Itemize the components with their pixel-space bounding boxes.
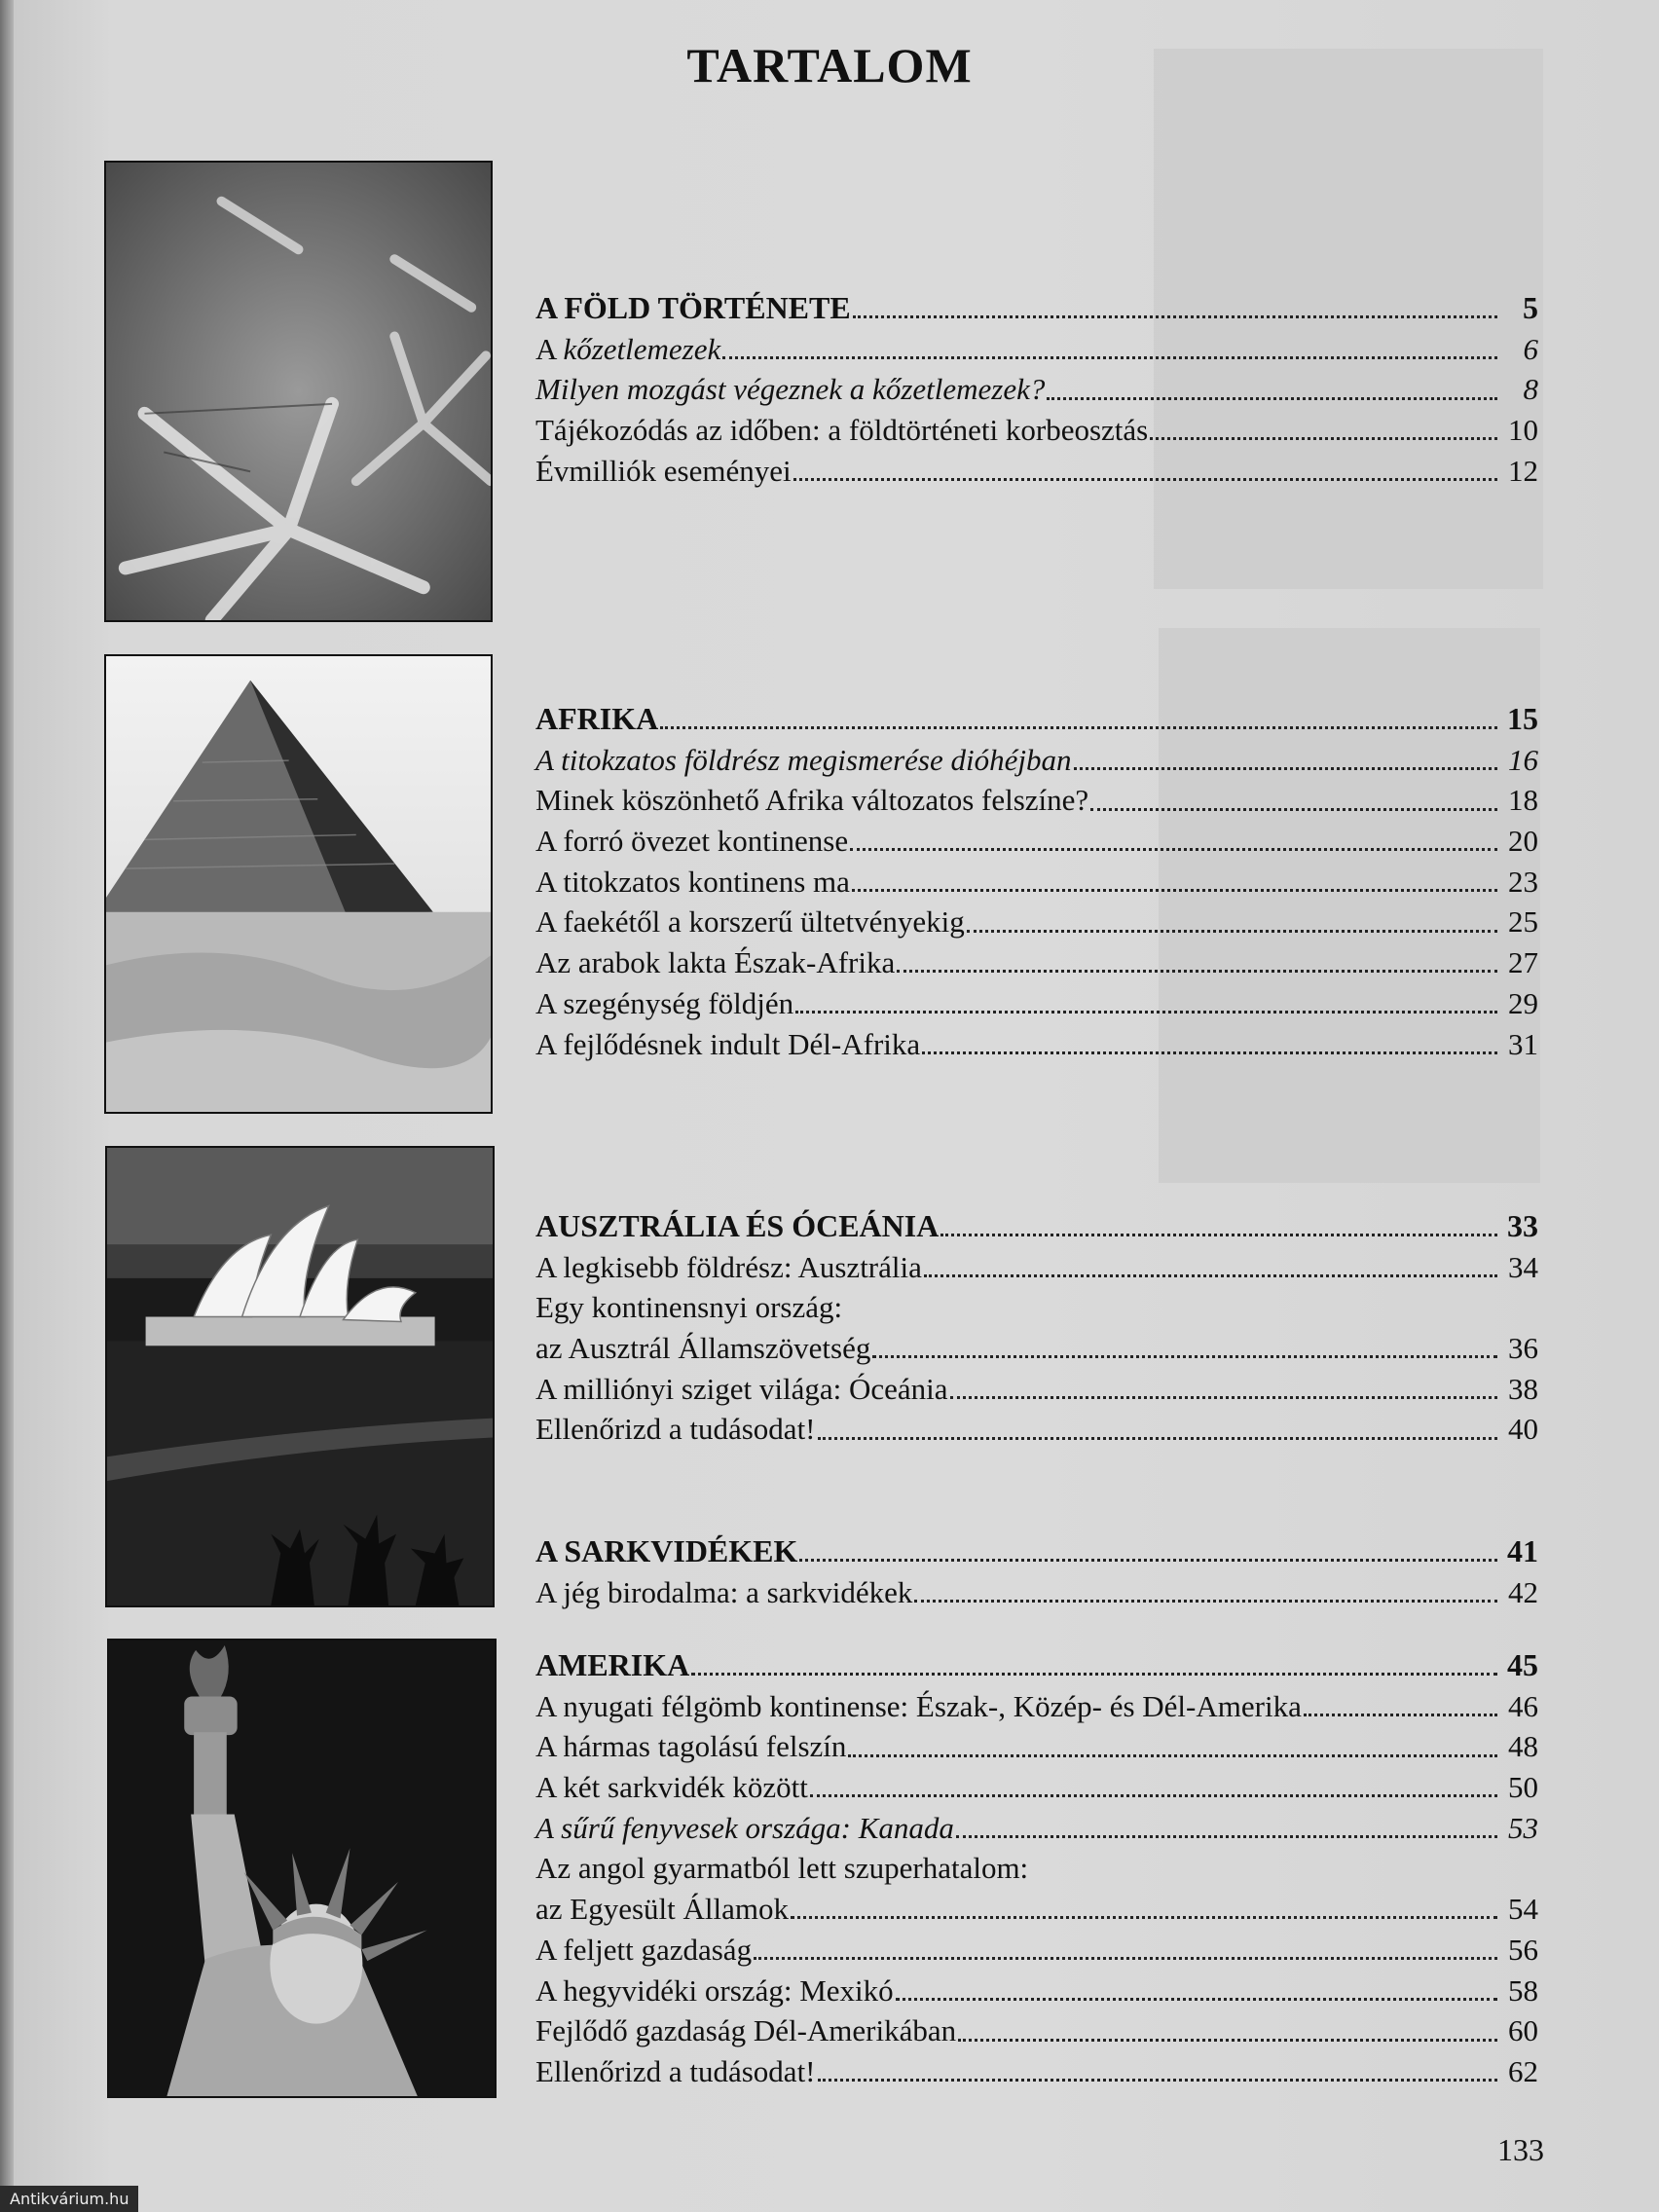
pyramid-photo	[104, 654, 493, 1114]
toc-entry-label: A nyugati félgömb kontinense: Észak-, Közép- és Dél-Amerika	[535, 1688, 1302, 1723]
toc-entry[interactable]	[535, 1971, 1538, 2011]
toc-page-number: 46	[1508, 1688, 1538, 1723]
leader-dots	[852, 889, 1497, 892]
leader-dots	[958, 2039, 1497, 2042]
toc-entry[interactable]	[535, 1287, 1538, 1328]
toc-page-number: 31	[1508, 1026, 1538, 1061]
toc-entry[interactable]	[535, 451, 1538, 492]
leader-dots	[660, 726, 1497, 729]
toc-heading-label: AFRIKA	[535, 701, 659, 736]
sydney-opera-house-photo	[105, 1146, 495, 1607]
toc-entry-label: A legkisebb földrész: Ausztrália	[535, 1249, 922, 1284]
leader-dots	[922, 1051, 1497, 1054]
toc-page-number: 23	[1508, 864, 1538, 899]
toc-entry[interactable]	[535, 780, 1538, 821]
toc-entry-label: A szegénység földjén	[535, 985, 794, 1020]
page-title: TARTALOM	[686, 38, 973, 92]
leader-dots	[810, 1794, 1497, 1797]
leader-dots	[914, 1600, 1497, 1603]
toc-page-number: 15	[1507, 701, 1538, 736]
toc-page-number: 60	[1508, 2013, 1538, 2048]
page-number: 133	[1497, 2132, 1544, 2167]
toc-page-number: 12	[1508, 453, 1538, 488]
toc-entry-label: A jég birodalma: a sarkvidékek	[535, 1574, 913, 1609]
leader-dots	[818, 2079, 1497, 2082]
leader-dots	[897, 970, 1497, 973]
leader-dots	[793, 478, 1497, 481]
toc-entry[interactable]	[535, 1024, 1538, 1065]
toc-entry[interactable]	[535, 329, 1538, 370]
toc-entry[interactable]	[535, 369, 1538, 410]
toc-entry[interactable]	[535, 1369, 1538, 1410]
toc-entry-label: Ellenőrizd a tudásodat!	[535, 1412, 816, 1447]
toc-page-number: 34	[1508, 1249, 1538, 1284]
toc-page-number: 42	[1508, 1574, 1538, 1609]
toc-heading-label: A FÖLD TÖRTÉNETE	[535, 290, 851, 325]
toc-page-number: 20	[1508, 824, 1538, 859]
toc-entry-label: A két sarkvidék között	[535, 1770, 808, 1805]
toc-section-sarkvidekek	[535, 1531, 1538, 1612]
leader-dots	[818, 1437, 1497, 1440]
page-edge-shadow	[0, 0, 14, 2212]
toc-entry-label: A hegyvidéki ország: Mexikó	[535, 1972, 894, 2008]
toc-entry[interactable]	[535, 410, 1538, 451]
toc-section-fold-tortenete	[535, 288, 1538, 491]
starfish-fossil-photo	[104, 161, 493, 622]
leader-dots	[1304, 1714, 1497, 1716]
leader-dots	[853, 315, 1497, 318]
toc-heading[interactable]	[535, 1531, 1538, 1572]
toc-entry[interactable]	[535, 1409, 1538, 1450]
leader-dots	[799, 1559, 1497, 1562]
leader-dots	[1150, 437, 1497, 440]
toc-entry[interactable]	[535, 2010, 1538, 2051]
watermark: Antikvárium.hu	[0, 2186, 138, 2212]
toc-heading[interactable]	[535, 1645, 1538, 1686]
leader-dots	[872, 1355, 1497, 1358]
leader-dots	[967, 930, 1497, 933]
toc-entry-label: A sűrű fenyvesek országa: Kanada	[535, 1810, 954, 1845]
toc-entry[interactable]	[535, 942, 1538, 983]
toc-heading-label: AMERIKA	[535, 1647, 690, 1682]
leader-dots	[950, 1396, 1497, 1399]
toc-entry-label: A titokzatos földrész megismerése dióhéjban	[535, 742, 1072, 777]
toc-entry-label: Az arabok lakta Észak-Afrika	[535, 945, 896, 980]
toc-heading[interactable]	[535, 1206, 1538, 1247]
toc-page-number: 62	[1508, 2053, 1538, 2088]
toc-page-number: 25	[1508, 904, 1538, 940]
leader-dots	[722, 356, 1497, 359]
toc-entry-label: Évmilliók eseményei	[535, 453, 792, 488]
toc-page-number: 6	[1523, 331, 1538, 366]
toc-page-number: 54	[1508, 1892, 1538, 1927]
toc-entry-label: A faekétől a korszerű ültetvényekig	[535, 904, 965, 940]
toc-entry[interactable]	[535, 902, 1538, 942]
leader-dots	[1074, 767, 1498, 770]
toc-entry-label: az Ausztrál Államszövetség	[535, 1331, 871, 1366]
leader-dots	[848, 1754, 1497, 1757]
leader-dots	[956, 1835, 1497, 1838]
toc-page-number: 10	[1508, 413, 1538, 448]
toc-page-number: 18	[1508, 783, 1538, 818]
toc-page-number: 45	[1507, 1647, 1538, 1682]
leader-dots	[691, 1673, 1497, 1676]
toc-page-number: 40	[1508, 1412, 1538, 1447]
leader-dots	[850, 848, 1497, 851]
toc-entry[interactable]	[535, 1726, 1538, 1767]
toc-entry[interactable]	[535, 2051, 1538, 2092]
toc-entry-label: Milyen mozgást végeznek a kőzetlemezek?	[535, 372, 1046, 407]
toc-entry-label: A hármas tagolású felszín	[535, 1729, 847, 1764]
toc-entry[interactable]	[535, 862, 1538, 903]
toc-entry[interactable]	[535, 1848, 1538, 1889]
toc-entry[interactable]	[535, 1930, 1538, 1971]
toc-entry-label: Az angol gyarmatból lett szuperhatalom:	[535, 1851, 1029, 1886]
leader-dots	[940, 1234, 1497, 1236]
toc-entry-label: Tájékozódás az időben: a földtörténeti korbeosztás	[535, 413, 1149, 448]
toc-entry[interactable]	[535, 1247, 1538, 1288]
leader-dots	[791, 1916, 1497, 1919]
leader-dots	[754, 1957, 1497, 1960]
toc-entry[interactable]	[535, 1328, 1538, 1369]
toc-entry-label: A kőzetlemezek	[535, 331, 721, 366]
toc-entry-label: Fejlődő gazdaság Dél-Amerikában	[535, 2013, 957, 2048]
toc-page-number: 36	[1508, 1331, 1538, 1366]
toc-page-number: 33	[1507, 1208, 1538, 1243]
toc-page-number: 48	[1508, 1729, 1538, 1764]
toc-section-afrika	[535, 699, 1538, 1064]
toc-heading-label: AUSZTRÁLIA ÉS ÓCEÁNIA	[535, 1208, 940, 1243]
toc-entry-label: A forró övezet kontinense	[535, 824, 849, 859]
toc-page-number: 5	[1523, 290, 1538, 325]
statue-of-liberty-photo	[107, 1639, 497, 2098]
toc-entry[interactable]	[535, 1686, 1538, 1727]
toc-page-number: 56	[1508, 1932, 1538, 1967]
toc-heading[interactable]	[535, 699, 1538, 740]
toc-page-number: 38	[1508, 1371, 1538, 1406]
toc-section-amerika	[535, 1645, 1538, 2092]
toc-entry[interactable]	[535, 821, 1538, 862]
toc-section-ausztralia	[535, 1206, 1538, 1450]
leader-dots	[795, 1011, 1497, 1014]
toc-page-number: 8	[1523, 372, 1538, 407]
toc-page-number: 58	[1508, 1972, 1538, 2008]
leader-dots	[1047, 397, 1497, 400]
toc-entry[interactable]	[535, 983, 1538, 1024]
toc-entry-label: az Egyesült Államok	[535, 1892, 789, 1927]
toc-heading[interactable]	[535, 288, 1538, 329]
leader-dots	[1090, 808, 1497, 811]
leader-dots	[924, 1274, 1497, 1277]
toc-entry-label: Egy kontinensnyi ország:	[535, 1290, 843, 1325]
toc-page-number: 27	[1508, 945, 1538, 980]
toc-entry-label: Minek köszönhető Afrika változatos felszíne?	[535, 783, 1089, 818]
leader-dots	[896, 1998, 1497, 2001]
toc-entry-label: A milliónyi sziget világa: Óceánia	[535, 1371, 948, 1406]
toc-entry[interactable]	[535, 1572, 1538, 1613]
toc-page-number: 41	[1507, 1533, 1538, 1568]
toc-entry[interactable]	[535, 1767, 1538, 1808]
toc-entry-label: A titokzatos kontinens ma	[535, 864, 850, 899]
toc-entry[interactable]	[535, 1808, 1538, 1849]
toc-entry[interactable]	[535, 740, 1538, 781]
toc-heading-label: A SARKVIDÉKEK	[535, 1533, 798, 1568]
toc-page-number: 16	[1508, 742, 1538, 777]
toc-entry-label: A feljett gazdaság	[535, 1932, 753, 1967]
toc-page-number: 53	[1508, 1810, 1538, 1845]
toc-entry-label: A fejlődésnek indult Dél-Afrika	[535, 1026, 921, 1061]
toc-page-number: 29	[1508, 985, 1538, 1020]
toc-entry[interactable]	[535, 1889, 1538, 1930]
toc-page-number: 50	[1508, 1770, 1538, 1805]
toc-entry-label: Ellenőrizd a tudásodat!	[535, 2053, 816, 2088]
